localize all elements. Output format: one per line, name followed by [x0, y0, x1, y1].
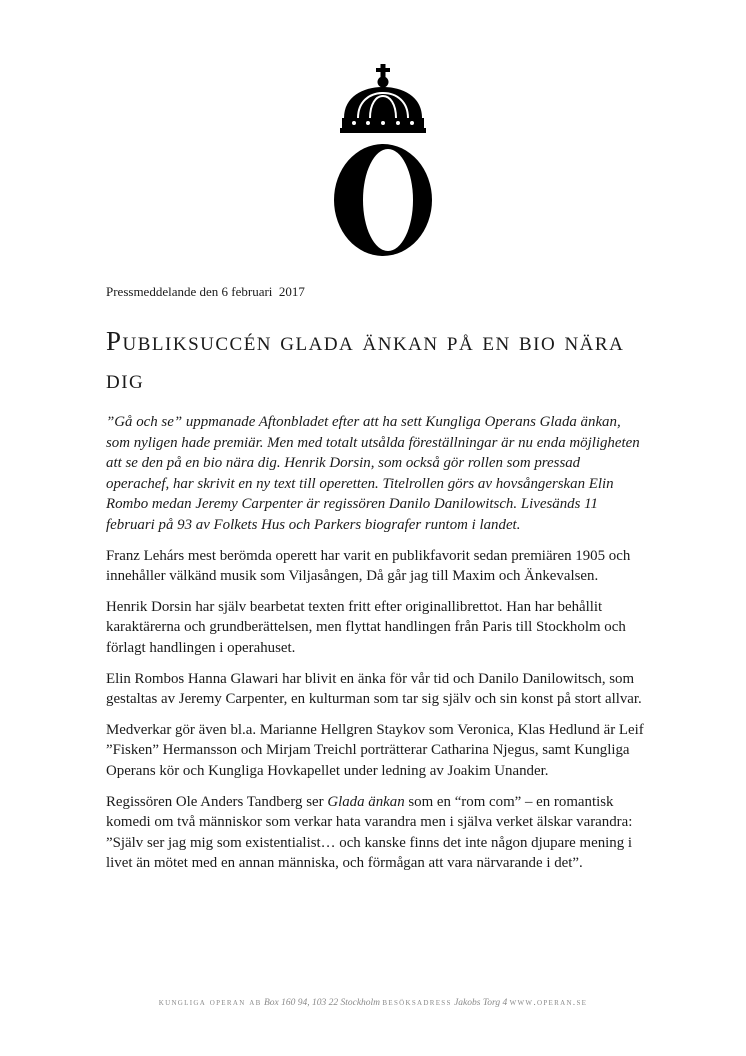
paragraph-text: Regissören Ole Anders Tandberg ser [106, 793, 328, 810]
paragraph [106, 792, 646, 874]
footer-visit-address: Jakobs Torg 4 [454, 998, 508, 1008]
emphasis-title: Glada änkan [327, 793, 405, 810]
footer [0, 998, 746, 1008]
paragraph-text: som en “rom com” – en romantisk komedi om två människor som verkar hata varandra men i själva verket älskar varandra: ”Själv ser jag mig som existentialist… och kanske finns det inte någon djupare mening i livet än mötet med en annan människa, och förmågan att vara närvarande i det”. [106, 793, 633, 872]
press-release-date: Pressmeddelande den 6 februari 2017 [106, 284, 305, 299]
footer-org: kungliga operan ab [158, 998, 262, 1008]
article-body [106, 412, 646, 884]
footer-visit-label: besöksadress [382, 998, 452, 1008]
paragraph: Medverkar gör även bl.a. Marianne Hellgren Staykov som Veronica, Klas Hedlund är Leif ”Fisken” Hermansson och Mirjam Treichl porträtterar Catharina Njegus, samt Kungliga Operans kör och Kungliga Hovkapellet under ledning av Joakim Unander. [106, 721, 644, 779]
headline: Publiksuccén glada änkan på en bio nära dig [106, 326, 625, 394]
paragraph: Elin Rombos Hanna Glawari har blivit en änka för vår tid och Danilo Danilowitsch, som gestaltas av Jeremy Carpenter, en kulturman som tar sig själv och sin konst på stort allvar. [106, 670, 642, 708]
royal-crown-o-icon [324, 62, 442, 262]
paragraph: Henrik Dorsin har själv bearbetat texten fritt efter originallibrettot. Han har behållit karaktärerna och grundberättelsen, men flyttat handlingen från Paris till Stockholm och förlagt handlingen i operahuset. [106, 598, 626, 656]
paragraph: Franz Lehárs mest berömda operett har varit en publikfavorit sedan premiären 1905 och innehåller välkänd musik som Viljasången, Då går jag till Maxim och Änkevalsen. [106, 547, 631, 585]
lead-paragraph: ”Gå och se” uppmanade Aftonbladet efter att ha sett Kungliga Operans Glada änkan, som nyligen hade premiär. Men med totalt utsålda föreställningar är nu enda möjligheten att se den på en bio nära dig. Henrik Dorsin, som också gör rollen som pressad operachef, har skrivit en ny text till operetten. Titelrollen görs av hovsångerskan Elin Rombo medan Jeremy Carpenter är regissören Danilo Danilowitsch. Livesänds 11 februari på 93 av Folkets Hus och Parkers biografer runtom i landet. [106, 414, 640, 533]
footer-address: Box 160 94, 103 22 Stockholm [263, 998, 381, 1008]
footer-website: www.operan.se [509, 998, 588, 1008]
